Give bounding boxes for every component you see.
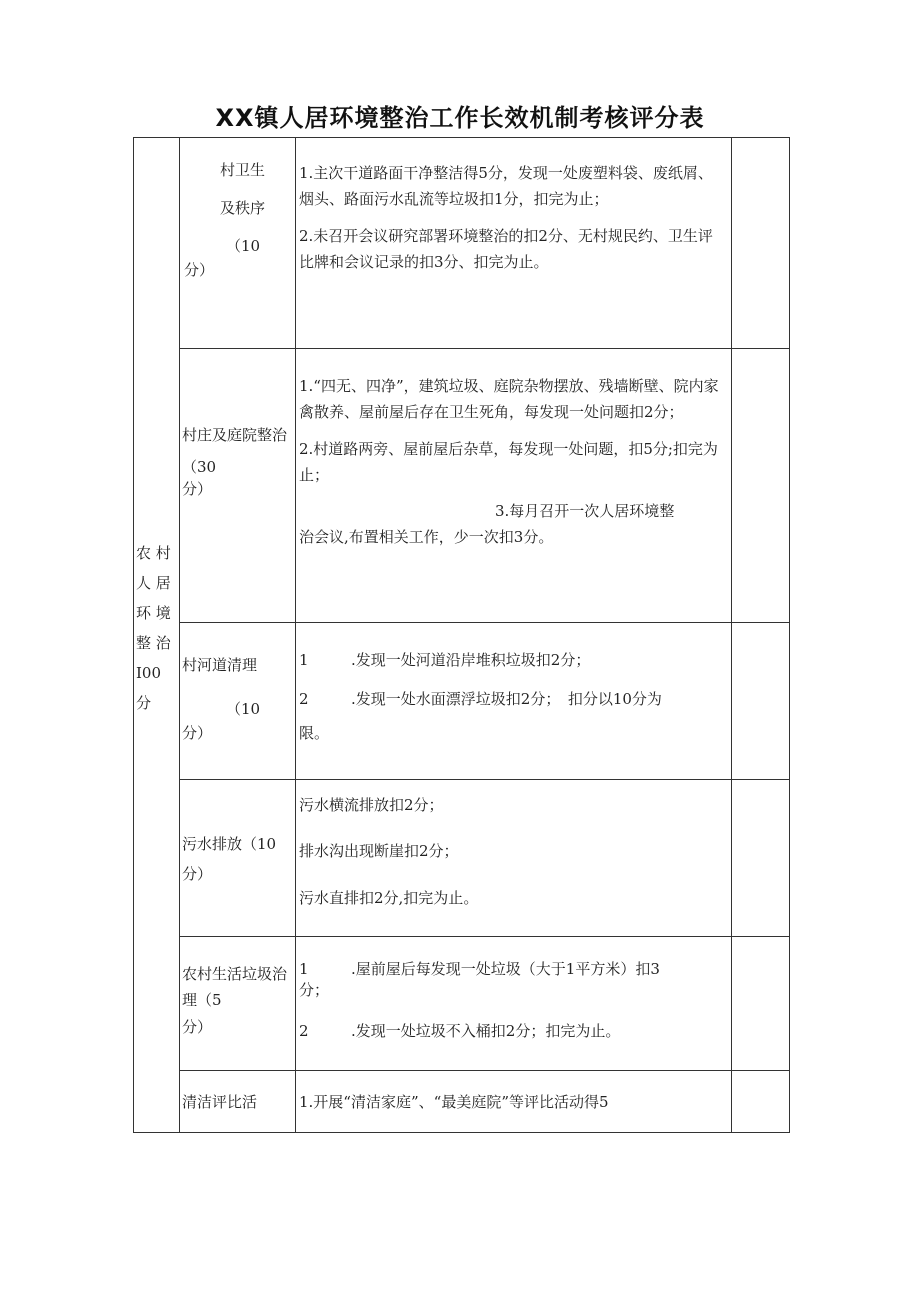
criteria-cell [296,1071,732,1133]
item-points: 分） [182,1017,213,1036]
criteria-text: 2.村道路两旁、屋前屋后杂草，每发现一处问题，扣5分;扣完为止； [299,439,718,484]
criteria-number: 2 [299,1022,309,1040]
category-line: 分 [136,694,152,712]
criteria-number: 2 [299,690,309,709]
item-points: （10 [226,237,261,255]
table-row [134,780,790,937]
item-cell [180,138,296,349]
criteria-text: 限。 [299,723,330,742]
criteria-cell [296,780,732,937]
category-line: 环 境 [136,604,171,622]
item-name: 农村生活垃圾治理（5 [182,965,288,1010]
criteria-text: .发现一处垃圾不入桶扣2分；扣完为止。 [351,1022,621,1040]
table-row [134,349,790,623]
criteria-text: 1.开展“清洁家庭”、“最美庭院”等评比活动得5 [299,1093,609,1111]
criteria-text: .发现一处水面漂浮垃圾扣2分； 扣分以10分为 [351,690,662,709]
item-cell [180,623,296,780]
criteria-number: 1 [299,960,309,978]
item-cell [180,937,296,1071]
table-row [134,138,790,349]
criteria-text: 1.“四无、四净”，建筑垃圾、庭院杂物摆放、残墙断壁、院内家禽散养、屋前屋后存在卫生死角，每发现一处问题扣2分； [299,377,719,422]
score-cell [732,780,790,937]
criteria-cell [296,623,732,780]
item-points: 分） [182,724,213,742]
criteria-text: 污水横流排放扣2分； [299,796,444,814]
score-cell [732,937,790,1071]
item-name: 清洁评比活 [182,1093,258,1111]
criteria-text: .屋前屋后每发现一处垃圾（大于1平方米）扣3 [351,960,660,978]
criteria-text: 1.主次干道路面干净整洁得5分，发现一处废塑料袋、废纸屑、烟头、路面污水乱流等垃圾扣1分，扣完为止； [299,164,713,209]
item-points: （30 [182,458,217,476]
page-title: XX镇人居环境整治工作长效机制考核评分表 [215,104,705,132]
category-cell [134,138,180,1133]
table-row [134,623,790,780]
category-line: 整 治 [136,634,171,652]
item-name: 及秩序 [220,199,266,217]
criteria-text: 分； [299,981,330,999]
criteria-cell [296,349,732,623]
item-points: （10 [226,700,261,718]
criteria-text: .发现一处河道沿岸堆积垃圾扣2分； [351,651,591,669]
criteria-cell [296,138,732,349]
item-name: 污水排放（10 [182,835,277,853]
item-name: 村卫生 [220,161,266,179]
criteria-text: 排水沟出现断崖扣2分； [299,842,459,861]
category-line: 农 村 [136,544,171,562]
item-name: 村庄及庭院整治 [182,426,288,444]
score-cell [732,138,790,349]
item-points: 分） [184,261,215,279]
score-cell [732,349,790,623]
score-table [133,137,790,1133]
criteria-text: 3.每月召开一次人居环境整 [495,502,675,520]
criteria-text: 2.未召开会议研究部署环境整治的扣2分、无村规民约、卫生评比牌和会议记录的扣3分、扣完为止。 [299,226,713,271]
criteria-number: 1 [299,651,309,669]
score-cell [732,1071,790,1133]
category-line: I00 [136,664,162,682]
item-name: 村河道清理 [182,656,258,674]
criteria-text: 污水直排扣2分,扣完为止。 [299,888,479,907]
item-cell [180,780,296,937]
item-cell [180,1071,296,1133]
item-cell [180,349,296,623]
item-points: 分） [182,865,213,883]
table-row [134,1071,790,1133]
table-row [134,937,790,1071]
criteria-cell [296,937,732,1071]
category-line: 人 居 [136,574,171,592]
criteria-text: 治会议,布置相关工作，少一次扣3分。 [299,528,554,547]
item-points: 分） [182,480,213,498]
score-cell [732,623,790,780]
